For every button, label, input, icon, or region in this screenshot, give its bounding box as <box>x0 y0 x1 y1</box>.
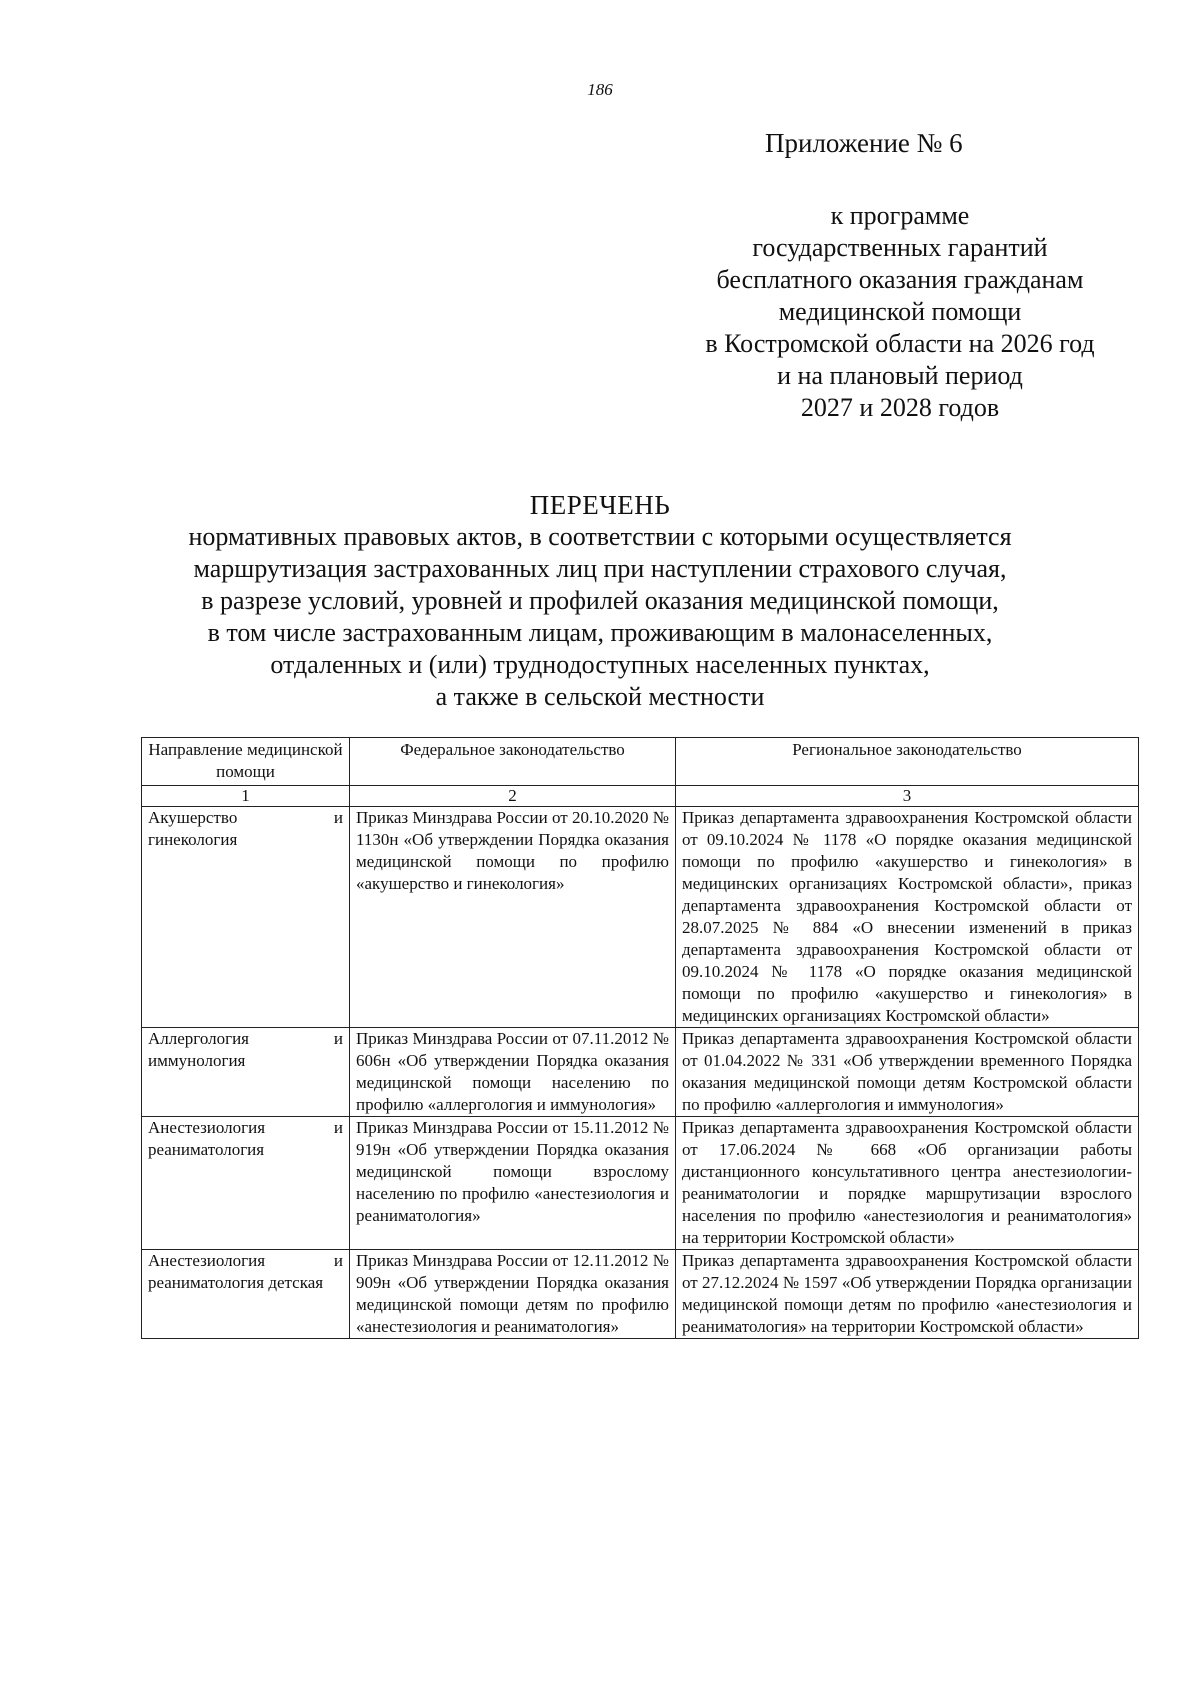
legal-acts-table <box>141 737 1139 1339</box>
document-heading <box>0 489 1200 713</box>
regional-cell: Приказ департамента здравоохранения Костромской области от 09.10.2024 № 1178 «О порядке оказания медицинской помощи по профилю «акушерство и гинекология» в медицинских организациях Костромской области», приказ департамента здравоохранения Костромской области от 28.07.2025 № 884 «О внесении изменений в приказ департамента здравоохранения Костромской области от 09.10.2024 № 1178 «О порядке оказания медицинской помощи по профилю «акушерство и гинекология» в медицинских организациях Костромской области» <box>676 807 1139 1028</box>
document-heading-line: в том числе застрахованным лицам, проживающим в малонаселенных, <box>207 618 993 647</box>
appendix-subtitle <box>600 200 1200 424</box>
document-heading-line: отдаленных и (или) труднодоступных населенных пунктах, <box>270 650 930 679</box>
direction-cell: Анестезиология и реаниматология детская <box>142 1250 350 1339</box>
federal-cell: Приказ Минздрава России от 15.11.2012 № 919н «Об утверждении Порядка оказания медицинской помощи взрослому населению по профилю «анестезиология и реаниматология» <box>350 1117 676 1250</box>
header-direction: Направление медицинской помощи <box>142 738 350 786</box>
document-title: ПЕРЕЧЕНЬ <box>529 490 671 520</box>
appendix-subtitle-line: в Костромской области на 2026 год <box>705 329 1095 358</box>
appendix-subtitle-line: государственных гарантий <box>752 233 1048 262</box>
column-number-row <box>142 786 1139 807</box>
header-regional: Региональное законодательство <box>676 738 1139 786</box>
page-number: 186 <box>587 80 613 99</box>
appendix-subtitle-line: бесплатного оказания гражданам <box>716 265 1084 294</box>
direction-cell: Акушерство и гинекология <box>142 807 350 1028</box>
document-heading-line: а также в сельской местности <box>435 682 765 711</box>
table-row <box>142 1117 1139 1250</box>
direction-cell: Анестезиология и реаниматология <box>142 1117 350 1250</box>
appendix-subtitle-line: и на плановый период <box>777 361 1023 390</box>
table-row <box>142 807 1139 1028</box>
table-header-row <box>142 738 1139 786</box>
federal-cell: Приказ Минздрава России от 20.10.2020 № 1130н «Об утверждении Порядка оказания медицинской помощи по профилю «акушерство и гинекология» <box>350 807 676 1028</box>
federal-cell: Приказ Минздрава России от 07.11.2012 № 606н «Об утверждении Порядка оказания медицинской помощи населению по профилю «аллергология и иммунология» <box>350 1028 676 1117</box>
regional-cell: Приказ департамента здравоохранения Костромской области от 17.06.2024 № 668 «Об организации работы дистанционного консультативного центра анестезиологии-реаниматологии и порядке маршрутизации взрослого населения по профилю «анестезиология и реаниматология» на территории Костромской области» <box>676 1117 1139 1250</box>
regional-cell: Приказ департамента здравоохранения Костромской области от 27.12.2024 № 1597 «Об утверждении Порядка организации медицинской помощи детям по профилю «анестезиология и реаниматология» на территории Костромской области» <box>676 1250 1139 1339</box>
table-row <box>142 1250 1139 1339</box>
column-number: 2 <box>350 786 676 807</box>
column-number: 3 <box>676 786 1139 807</box>
appendix-subtitle-line: медицинской помощи <box>778 297 1022 326</box>
document-heading-line: нормативных правовых актов, в соответствии с которыми осуществляется <box>188 522 1012 551</box>
appendix-title: Приложение № 6 <box>765 128 963 158</box>
appendix-subtitle-line: к программе <box>830 201 970 230</box>
direction-cell: Аллергология и иммунология <box>142 1028 350 1117</box>
table-row <box>142 1028 1139 1117</box>
column-number: 1 <box>142 786 350 807</box>
federal-cell: Приказ Минздрава России от 12.11.2012 № 909н «Об утверждении Порядка оказания медицинской помощи детям по профилю «анестезиология и реаниматология» <box>350 1250 676 1339</box>
regional-cell: Приказ департамента здравоохранения Костромской области от 01.04.2022 № 331 «Об утверждении временного Порядка оказания медицинской помощи детям Костромской области по профилю «аллергология и иммунология» <box>676 1028 1139 1117</box>
header-federal: Федеральное законодательство <box>350 738 676 786</box>
document-heading-line: маршрутизация застрахованных лиц при наступлении страхового случая, <box>193 554 1007 583</box>
appendix-subtitle-line: 2027 и 2028 годов <box>800 393 1000 422</box>
document-heading-line: в разрезе условий, уровней и профилей оказания медицинской помощи, <box>201 586 999 615</box>
